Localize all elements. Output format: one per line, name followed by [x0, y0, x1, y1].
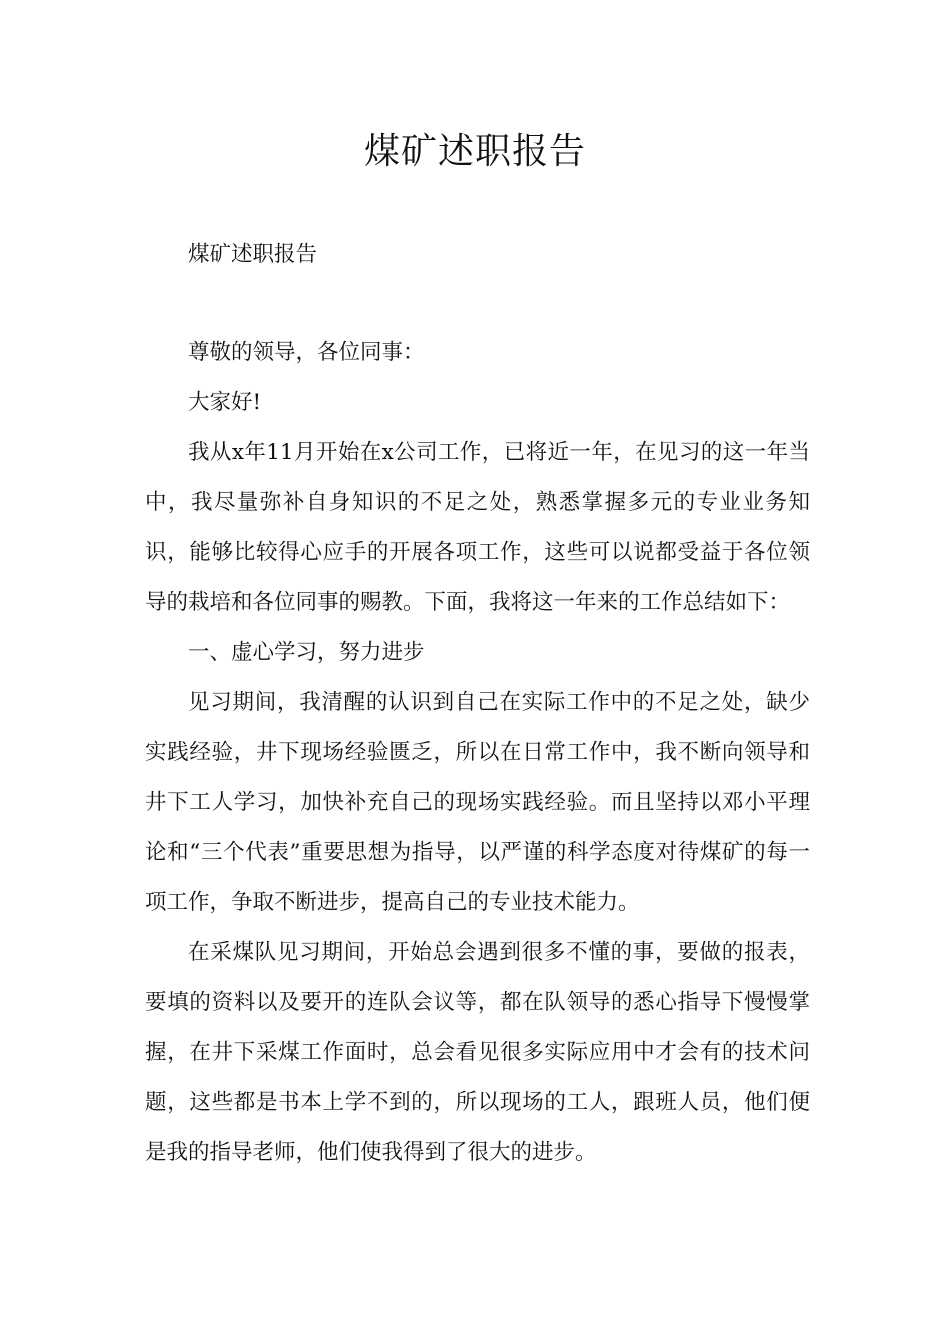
section-heading: 一、虚心学习，努力进步: [188, 640, 425, 665]
salutation: 尊敬的领导，各位同事：: [188, 340, 425, 365]
document-title: 煤矿述职报告: [363, 131, 586, 172]
intro-paragraph: 我从x年11月开始在x公司工作，已将近一年，在见习的这一年当中，我尽量弥补自身知识的不足之处，熟悉掌握多元的专业业务知识，能够比较得心应手的开展各项工作，这些可以说都受益于各位领导的栽培和各位同事的赐教。下面，我将这一年来的工作总结如下：: [145, 440, 810, 615]
paragraph-gap: [145, 280, 810, 328]
body-paragraph: 在采煤队见习期间，开始总会遇到很多不懂的事，要做的报表，要填的资料以及要开的连队会议等，都在队领导的悉心指导下慢慢掌握，在井下采煤工作面时，总会看见很多实际应用中才会有的技术问题，这些都是书本上学不到的，所以现场的工人，跟班人员，他们便是我的指导老师，他们使我得到了很大的进步。: [145, 940, 810, 1165]
greeting: 大家好!: [188, 390, 262, 415]
document-body: [145, 230, 810, 1178]
document-subtitle: 煤矿述职报告: [188, 242, 318, 267]
body-paragraph: 见习期间，我清醒的认识到自己在实际工作中的不足之处，缺少实践经验，井下现场经验匮乏，所以在日常工作中，我不断向领导和井下工人学习，加快补充自己的现场实践经验。而且坚持以邓小平理论和“三个代表”重要思想为指导，以严谨的科学态度对待煤矿的每一项工作，争取不断进步，提高自己的专业技术能力。: [145, 690, 810, 915]
